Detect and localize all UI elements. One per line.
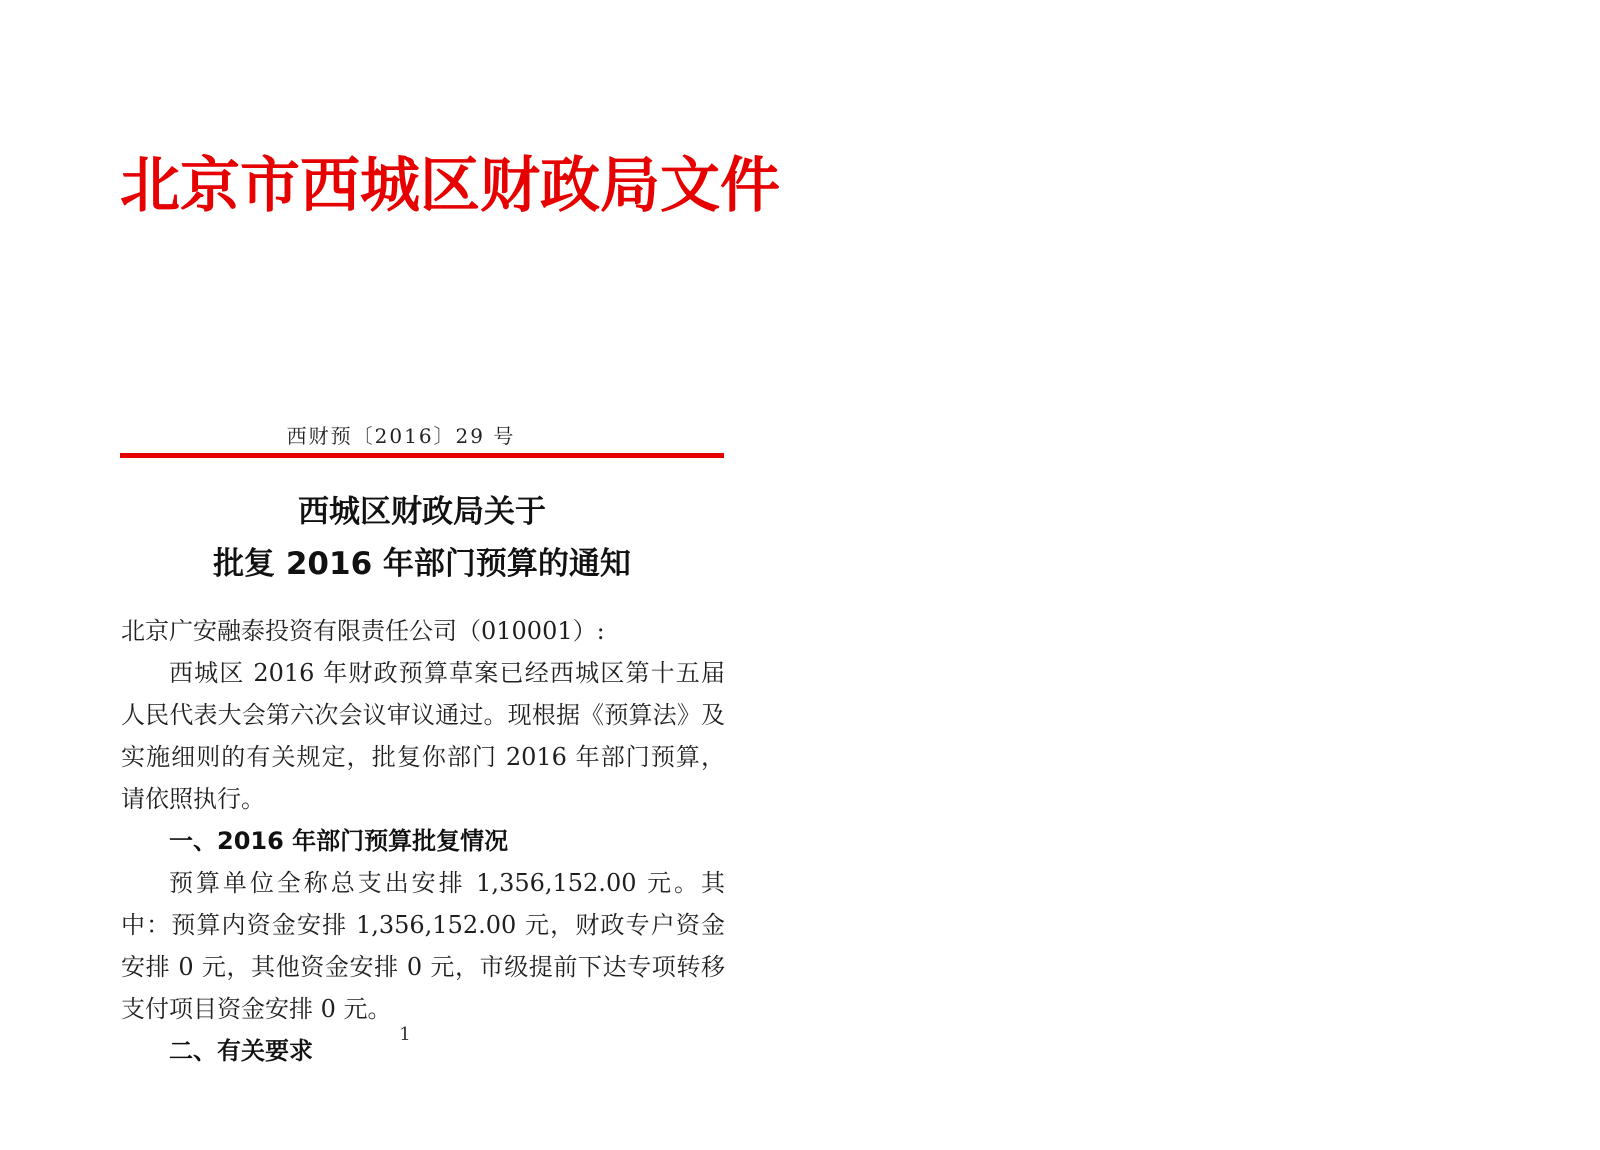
document-header-title: 北京市西城区财政局文件 <box>120 151 780 221</box>
page-1-body <box>121 610 725 1072</box>
section-1-heading: 一、2016 年部门预算批复情况 <box>169 827 509 855</box>
page-2 <box>800 0 1600 1132</box>
recipient-line: 北京广安融泰投资有限责任公司（010001）: <box>121 617 605 645</box>
document-title-line-2: 批复 2016 年部门预算的通知 <box>213 546 631 582</box>
document-title <box>120 486 724 590</box>
section-2-heading: 二、有关要求 <box>169 1037 313 1065</box>
document-number: 西财预〔2016〕29 号 <box>286 424 516 448</box>
page-1 <box>0 0 800 1132</box>
document-title-line-1: 西城区财政局关于 <box>298 494 546 530</box>
red-divider-line <box>120 453 724 458</box>
page-1-number: 1 <box>399 1024 411 1045</box>
section-1-paragraph: 预算单位全称总支出安排 1,356,152.00 元。其中：预算内资金安排 1,356,152.00 元，财政专户资金安排 0 元，其他资金安排 0 元，市级提前下达专项转移支付项目资金安排 0 元。 <box>121 869 725 1023</box>
intro-paragraph: 西城区 2016 年财政预算草案已经西城区第十五届人民代表大会第六次会议审议通过。现根据《预算法》及实施细则的有关规定，批复你部门 2016 年部门预算，请依照执行。 <box>121 659 725 813</box>
